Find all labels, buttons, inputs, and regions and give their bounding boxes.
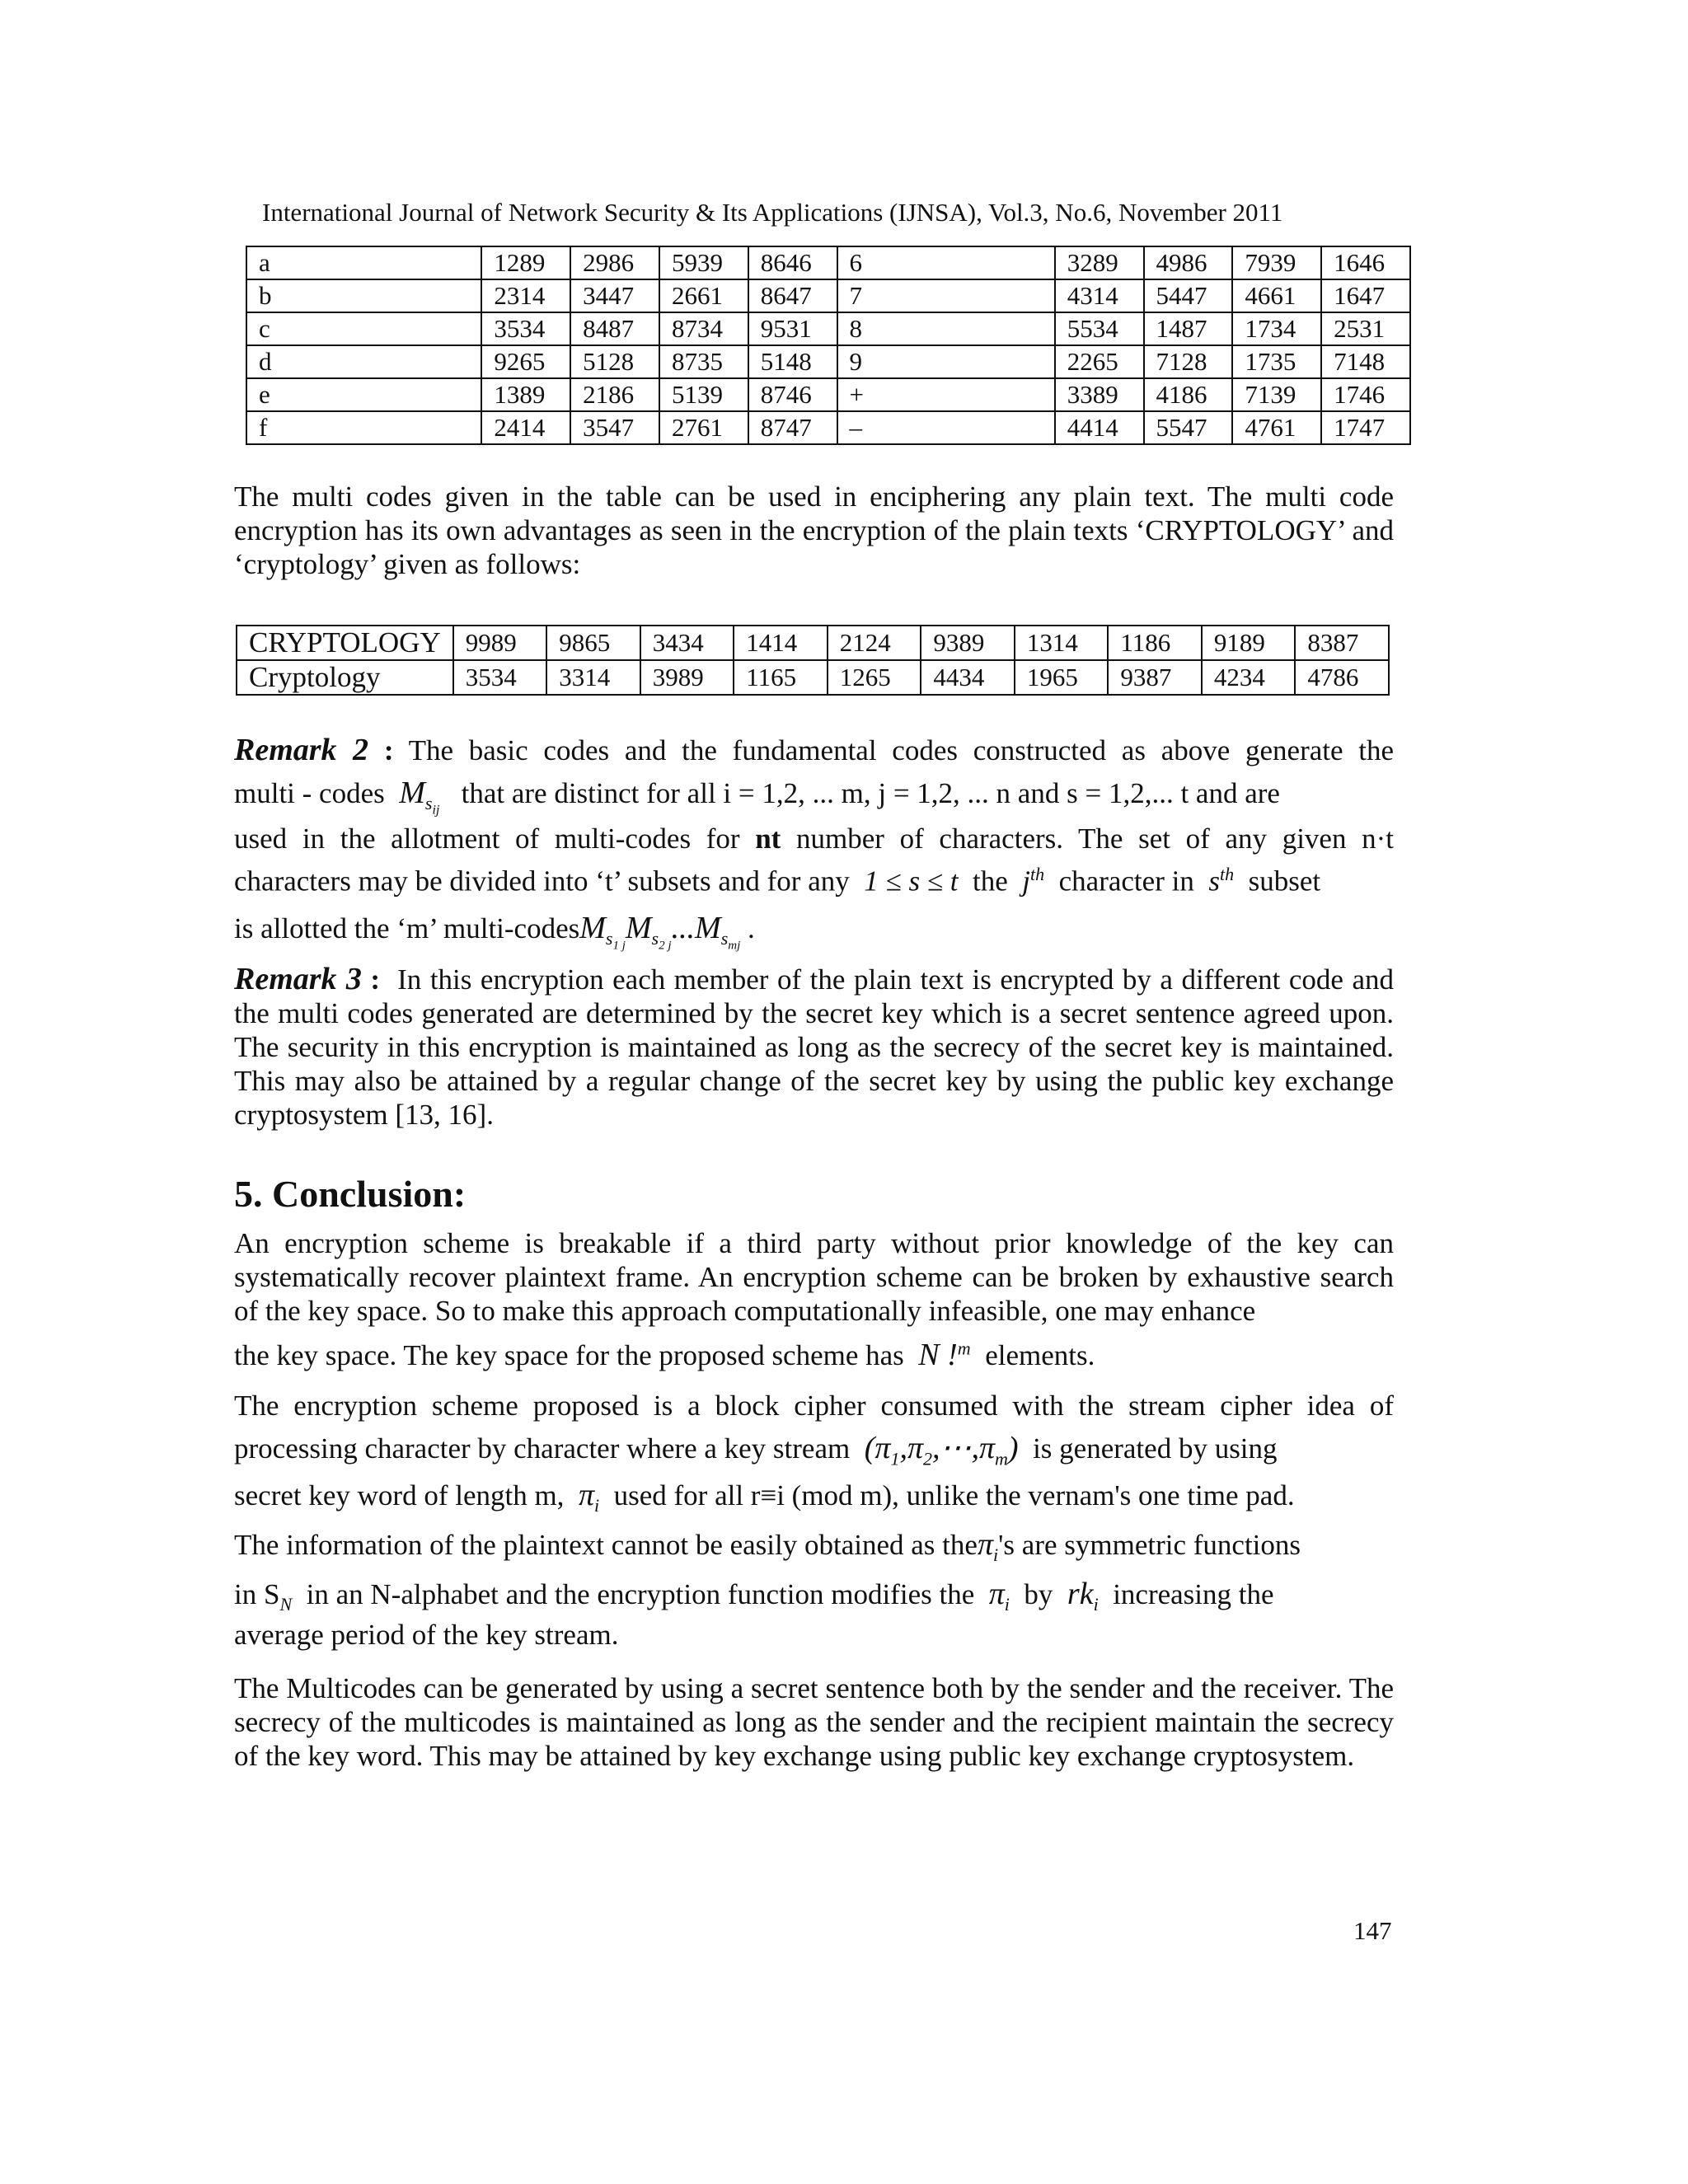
conclusion-paragraph-1-last-line: the key space. The key space for the proposed scheme has N !$^m$ elements.: [234, 1338, 1095, 1372]
remark-2-line-4: characters may be divided into ‘t’ subsets and for any 1 ≤ s ≤ t the $j^{th}$ character in $s^{th}$ subset: [234, 864, 1321, 898]
code-table-cell: 3389: [1055, 378, 1144, 411]
code-table-cell: 8747: [748, 411, 837, 444]
cipher-code-cell: 8387: [1295, 626, 1389, 660]
code-table-cell: 2314: [481, 279, 570, 312]
code-table-cell: 4314: [1055, 279, 1144, 312]
code-table-cell: 5447: [1144, 279, 1233, 312]
encryption-example-table: [236, 625, 1390, 696]
cipher-code-cell: 2124: [828, 626, 921, 660]
code-table-cell: 4414: [1055, 411, 1144, 444]
page-number: 147: [1353, 1916, 1392, 1945]
code-table-cell: f: [246, 411, 481, 444]
cipher-code-cell: 9389: [921, 626, 1015, 660]
cipher-code-cell: 1265: [828, 660, 921, 695]
code-table-cell: 1734: [1232, 312, 1321, 345]
cipher-code-cell: 4786: [1295, 660, 1389, 695]
multi-code-table: [246, 246, 1411, 445]
plain-text-cell: Cryptology: [237, 660, 453, 695]
remark-2-line-2: multi - codes $M_{s_{ij}}$ that are distinct for all i = 1,2, ... m, j = 1,2, ... n and s = 1,2,... t and are: [234, 776, 1280, 818]
intro-paragraph: The multi codes given in the table can be used in enciphering any plain text. The multi code encryption has its own advantages as seen in the encryption of the plain texts ‘CRYPTOLOGY’ and ‘cryptology’ given as follows:: [234, 480, 1394, 580]
encryption-table-row: [237, 626, 1389, 660]
code-table-cell: 7128: [1144, 345, 1233, 378]
code-table-cell: 1646: [1321, 246, 1410, 279]
code-table-cell: c: [246, 312, 481, 345]
code-table-row: [246, 378, 1410, 411]
code-table-cell: 1289: [481, 246, 570, 279]
code-table-cell: +: [837, 378, 1055, 411]
code-table-cell: 2531: [1321, 312, 1410, 345]
code-table-cell: 1735: [1232, 345, 1321, 378]
code-table-cell: d: [246, 345, 481, 378]
code-table-cell: 7: [837, 279, 1055, 312]
code-table-cell: 3534: [481, 312, 570, 345]
code-table-cell: 2414: [481, 411, 570, 444]
code-table-cell: 3547: [570, 411, 659, 444]
code-table-cell: 4186: [1144, 378, 1233, 411]
code-table-cell: 8646: [748, 246, 837, 279]
code-table-cell: 7148: [1321, 345, 1410, 378]
cipher-code-cell: 1165: [734, 660, 828, 695]
code-table-cell: 2265: [1055, 345, 1144, 378]
cipher-code-cell: 4234: [1202, 660, 1296, 695]
cipher-code-cell: 9189: [1202, 626, 1296, 660]
cipher-code-cell: 3434: [640, 626, 734, 660]
code-table-cell: 3447: [570, 279, 659, 312]
remark-2-line-5: is allotted the ‘m’ multi-$codesM_{s_{1 j}}M_{s_{2 j}}...M_{s_{mj}}$ .: [234, 911, 755, 953]
code-table-row: [246, 411, 1410, 444]
code-table-row: [246, 246, 1410, 279]
code-table-cell: 4661: [1232, 279, 1321, 312]
code-table-cell: 5547: [1144, 411, 1233, 444]
code-table-cell: 8647: [748, 279, 837, 312]
cipher-code-cell: 1314: [1015, 626, 1109, 660]
code-table-cell: 4761: [1232, 411, 1321, 444]
code-table-cell: b: [246, 279, 481, 312]
code-table-cell: 2761: [659, 411, 748, 444]
cipher-code-cell: 9865: [546, 626, 640, 660]
cipher-code-cell: 3989: [640, 660, 734, 695]
cipher-code-cell: 1414: [734, 626, 828, 660]
cipher-code-cell: 1965: [1015, 660, 1109, 695]
code-table-cell: 8735: [659, 345, 748, 378]
code-table-cell: 7939: [1232, 246, 1321, 279]
code-table-cell: 1647: [1321, 279, 1410, 312]
code-table-cell: 5139: [659, 378, 748, 411]
code-table-row: [246, 345, 1410, 378]
plain-text-cell: CRYPTOLOGY: [237, 626, 453, 660]
code-table-cell: 8487: [570, 312, 659, 345]
code-table-cell: a: [246, 246, 481, 279]
code-table-cell: 1389: [481, 378, 570, 411]
cipher-code-cell: 4434: [921, 660, 1015, 695]
code-table-cell: 1746: [1321, 378, 1410, 411]
code-table-cell: 8734: [659, 312, 748, 345]
code-table-cell: 4986: [1144, 246, 1233, 279]
remark-3: Remark 3 : In this encryption each member of the plain text is encrypted by a different code and the multi codes generated are determined by the secret key which is a secret sentence agreed upon. The security in this encryption is maintained as long as the secrecy of the secret key is maintained. This may also be attained by a regular change of the secret key by using the public key exchange cryptosystem [13, 16].: [234, 962, 1395, 1131]
code-table-cell: e: [246, 378, 481, 411]
code-table-cell: 3289: [1055, 246, 1144, 279]
code-table-cell: 5534: [1055, 312, 1144, 345]
remark-2-line-1: Remark 2 : The basic codes and the fundamental codes constructed as above generate the: [234, 733, 1395, 767]
encryption-table-row: [237, 660, 1389, 695]
code-table-cell: 5128: [570, 345, 659, 378]
code-table-cell: 5148: [748, 345, 837, 378]
code-table-cell: 7139: [1232, 378, 1321, 411]
cipher-code-cell: 3314: [546, 660, 640, 695]
code-table-cell: 9265: [481, 345, 570, 378]
code-table-cell: 2986: [570, 246, 659, 279]
conclusion-paragraph-3: The Multicodes can be generated by using a secret sentence both by the sender and the receiver. The secrecy of the multicodes is maintained as long as the sender and the recipient maintain the secrecy of the key word. This may be attained by key exchange using public key exchange cryptosystem.: [234, 1672, 1394, 1772]
section-heading-conclusion: 5. Conclusion:: [234, 1173, 467, 1215]
cipher-code-cell: 3534: [453, 660, 547, 695]
code-table-cell: –: [837, 411, 1055, 444]
code-table-cell: 2661: [659, 279, 748, 312]
paper-page: International Journal of Network Security & Its Applications (IJNSA), Vol.3, No.6, November 2011 a 1289 2986 5939 8646 6 3289 4986 7939 1646 b 2314 3447 2661 8647 7 4314 5447 4661 1647 c 3534 8487 8734 9531 8 5534 1487 1734 2531 d 9265 5128 8735 5148 9 2265 7128 1735 7148 e 1389 2186 5139 8746 + 3389 4186 7139 1746 f 2414 3547 2761 8747 – 4414 5547 4761 1747 The multi codes given in the table can be used in enciphering any plain text. The multi code encryption has its own advantages as seen in the encryption of the plain texts ‘CRYPTOLOGY’ and ‘cryptology’ given as follows: CRYPTOLOGY 9989 9865 3434 1414 2124 9389 1314 1186 9189 8387 Cryptology 3534 3314 3989 1165 1265 4434 1965 9387 4234 4786 Remark 2 : The basic codes and the fundamental codes constructed as above generate the multi - codes $M_{s_{ij}}$ that are distinct for all i = 1,2, ... m, j = 1,2, ... n and s = 1,2,... t and are used in the allotment of multi-codes for nt number of characters. The set of any given n·t characters may be divided into ‘t’ subsets and for any 1 ≤ s ≤ t the $j^{th}$ character in $s^{th}$ subset is allotted the ‘m’ multi-$codesM_{s_{1 j}}M_{s_{2 j}}...M_{s_{mj}}$ . Remark 3 : In this encryption each member of the plain text is encrypted by a different code and the multi codes generated are determined by the secret key which is a secret sentence agreed upon. The security in this encryption is maintained as long as the secrecy of the secret key is maintained. This may also be attained by a regular change of the secret key by using the public key exchange cryptosystem [13, 16]. 5. Conclusion: An encryption scheme is breakable if a third party without prior knowledge of the key can systematically recover plaintext frame. An encryption scheme can be broken by exhaustive search of the key space. So to make this approach computationally infeasible, one may enhance the key space. The key space for the proposed scheme has N !$^m$ elements. The encryption scheme proposed is a block cipher consumed with the stream cipher idea of processing character by character where a key stream $(\pi_1,\pi_2,\cdots,\pi_m)$ is generated by using secret key word of length m, $\pi_i$ used for all r≡i (mod m), unlike the vernam's one time pad. The information of the plaintext cannot be easily obtained as theπ$_i$'s are symmetric functions in $S_N$ in an N-alphabet and the encryption function modifies the $\pi_i$ by $rk_i$ increasing the average period of the key stream. The Multicodes can be generated by using a secret sentence both by the sender and the receiver. The secrecy of the multicodes is maintained as long as the sender and the recipient maintain the secrecy of the key word. This may be attained by key exchange using public key exchange cryptosystem. 147: [0, 0, 1688, 2184]
code-table-cell: 8: [837, 312, 1055, 345]
code-table-cell: 5939: [659, 246, 748, 279]
code-table-row: [246, 312, 1410, 345]
code-table-cell: 8746: [748, 378, 837, 411]
conclusion-paragraph-1: An encryption scheme is breakable if a third party without prior knowledge of the key can systematically recover plaintext frame. An encryption scheme can be broken by exhaustive search of the key space. So to make this approach computationally infeasible, one may enhance: [234, 1227, 1394, 1327]
cipher-code-cell: 1186: [1108, 626, 1202, 660]
code-table-cell: 1747: [1321, 411, 1410, 444]
code-table-cell: 1487: [1144, 312, 1233, 345]
code-table-cell: 2186: [570, 378, 659, 411]
code-table-row: [246, 279, 1410, 312]
running-header: International Journal of Network Security & Its Applications (IJNSA), Vol.3, No.6, November 2011: [262, 198, 1283, 227]
code-table-cell: 6: [837, 246, 1055, 279]
code-table-cell: 9: [837, 345, 1055, 378]
cipher-code-cell: 9989: [453, 626, 547, 660]
code-table-cell: 9531: [748, 312, 837, 345]
remark-2-line-3: used in the allotment of multi-codes for nt number of characters. The set of any given n·t: [234, 823, 1394, 855]
cipher-code-cell: 9387: [1108, 660, 1202, 695]
